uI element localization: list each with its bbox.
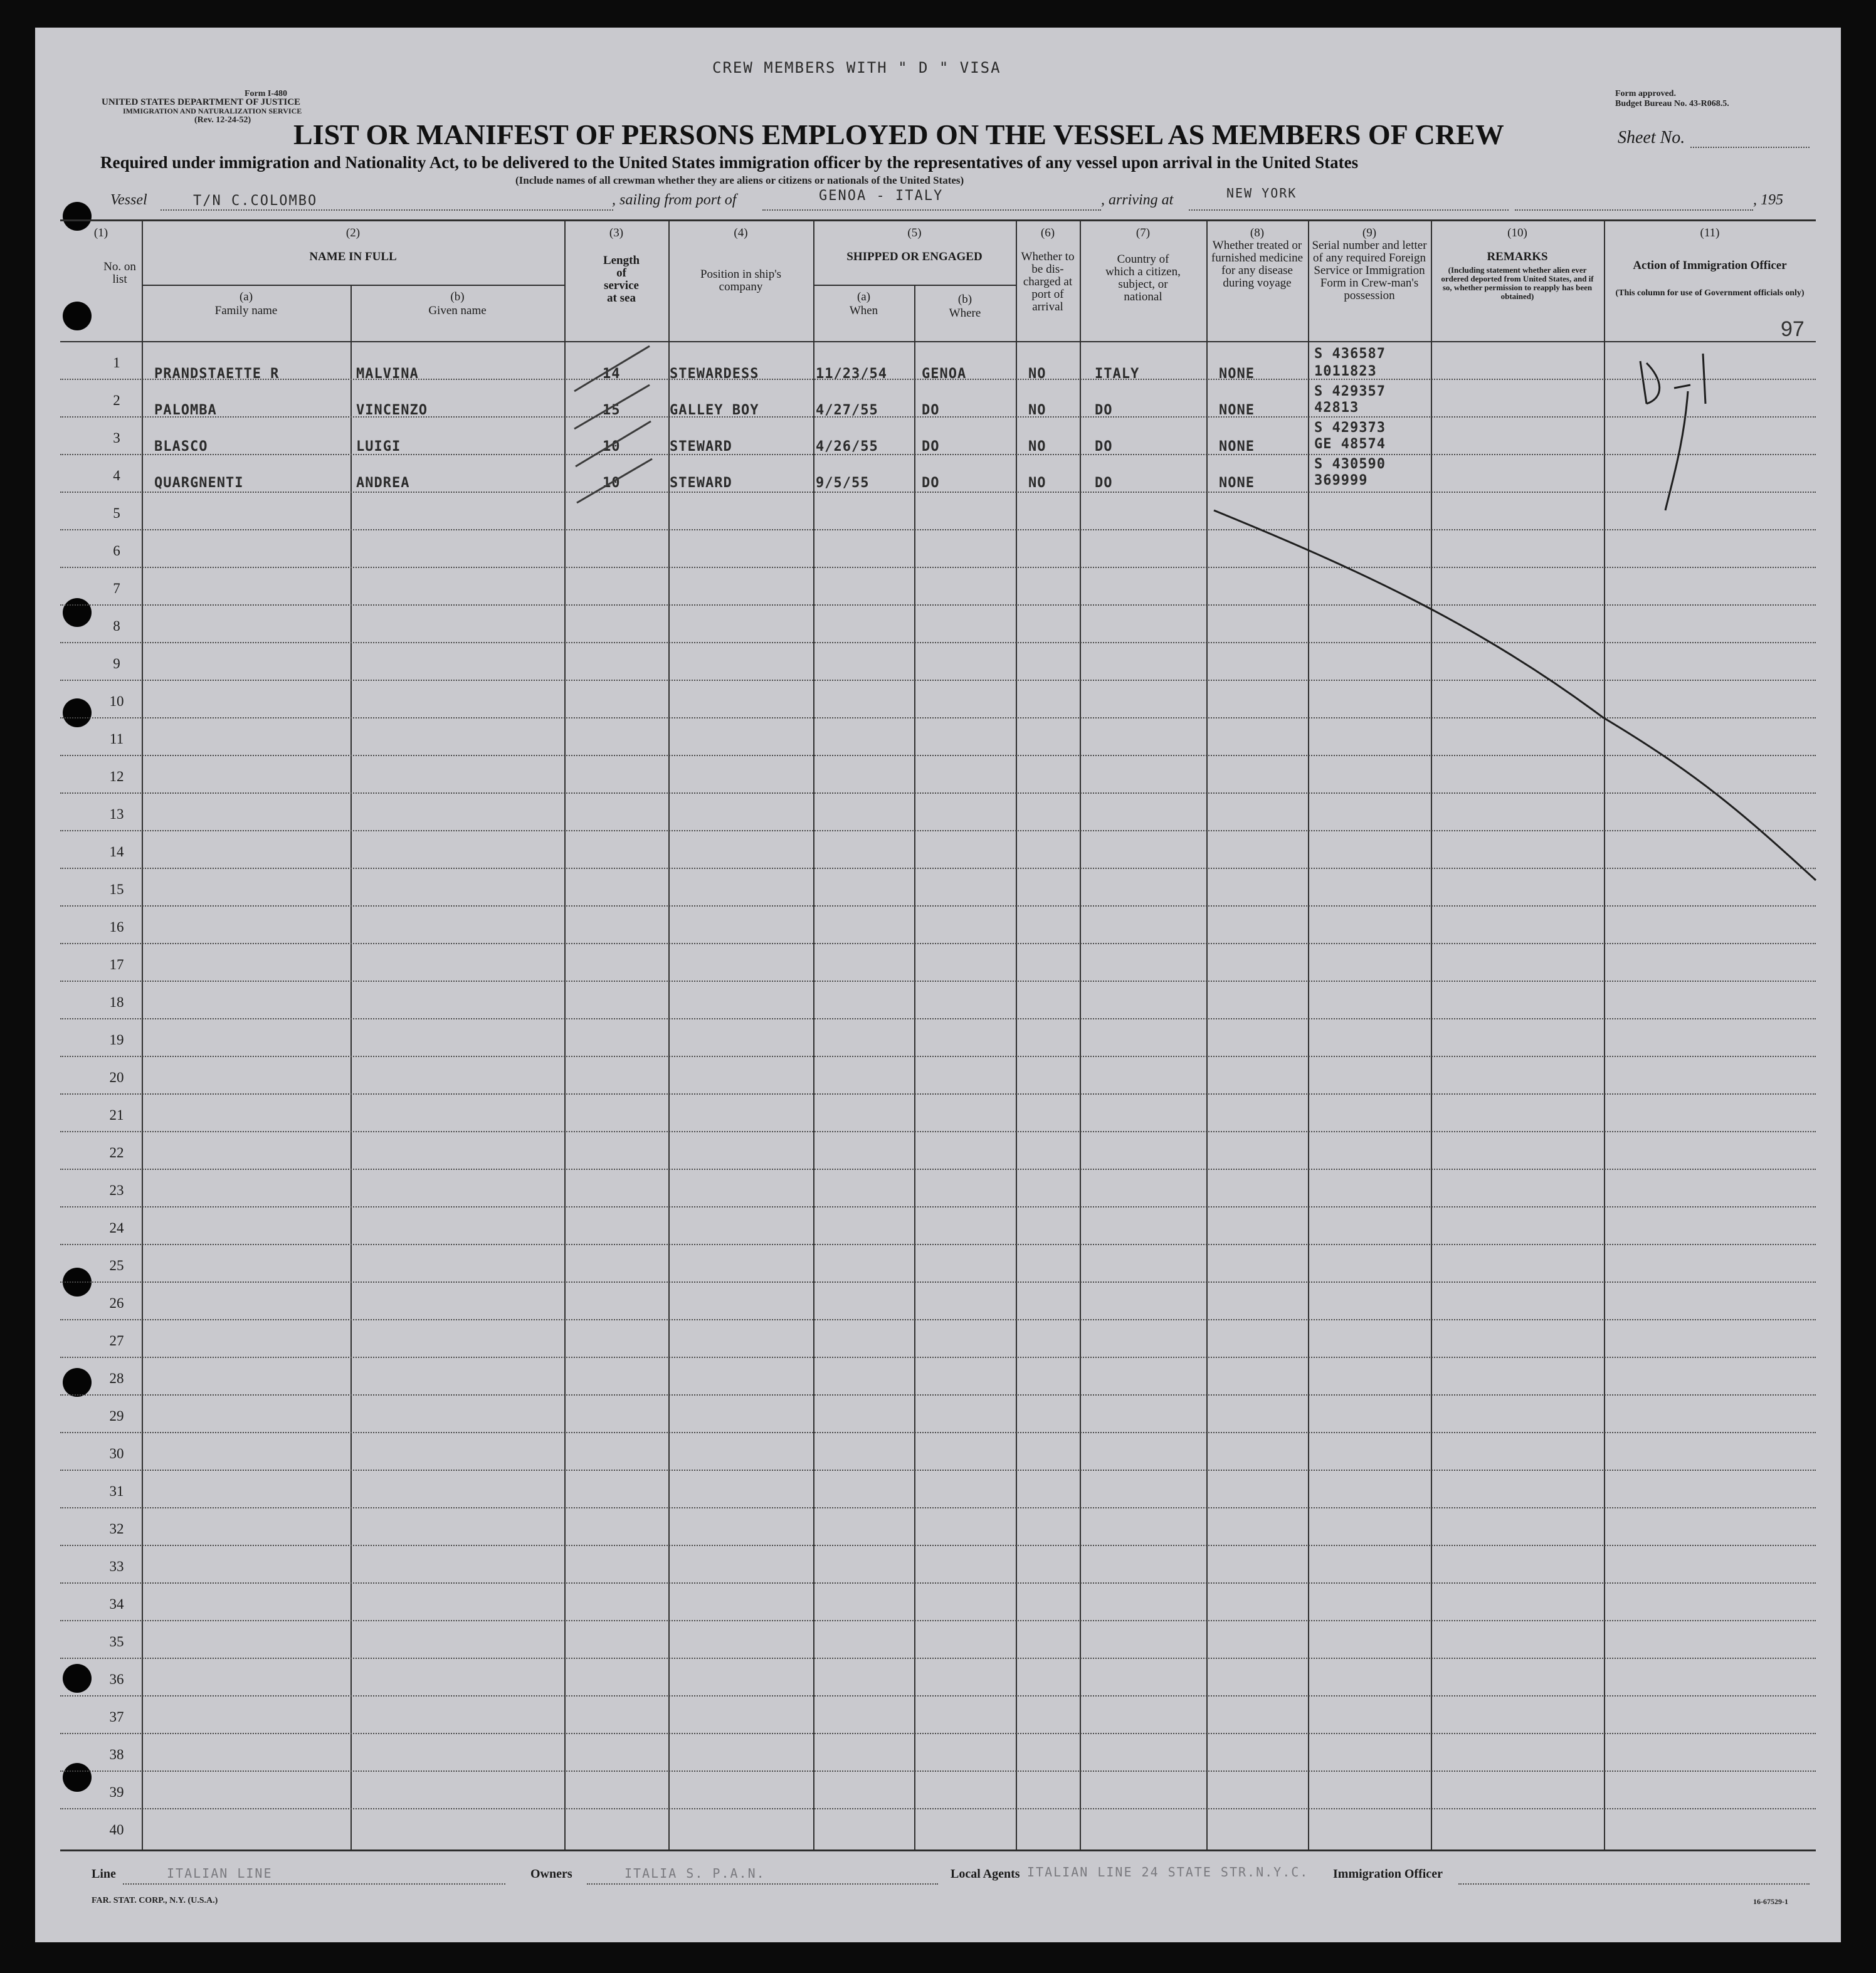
department-name: UNITED STATES DEPARTMENT OF JUSTICE — [102, 97, 301, 107]
print-code: 16-67529-1 — [1753, 1897, 1788, 1906]
row-number: 17 — [109, 957, 124, 972]
row-number: 3 — [113, 430, 120, 446]
family-name: PALOMBA — [154, 402, 217, 418]
col11-note: (This column for use of Government officials only) — [1615, 288, 1805, 298]
discharged: NO — [1028, 475, 1046, 491]
printer-credit: FAR. STAT. CORP., N.Y. (U.S.A.) — [92, 1896, 218, 1905]
row-number: 39 — [109, 1784, 124, 1800]
col5-header: SHIPPED OR ENGAGED — [846, 250, 983, 263]
instruction-note: (Include names of all crewman whether they are aliens or citizens or nationals of the United States) — [515, 174, 964, 186]
sailing-value: GENOA - ITALY — [819, 188, 944, 204]
col2a-letter: (a) — [239, 290, 253, 303]
country: DO — [1095, 402, 1113, 418]
medicine: NONE — [1219, 475, 1255, 491]
shipped-when: 4/26/55 — [816, 439, 878, 455]
shipped-where: DO — [922, 402, 940, 418]
col10-note: (Including statement whether alien ever ordered deported from United States, and if so, whether permission to reapply has been obtained) — [1441, 265, 1594, 301]
footer-line-fill — [123, 1883, 505, 1885]
row-number: 5 — [113, 505, 120, 521]
col7-header: Country of which a citizen, subject, or national — [1105, 253, 1181, 303]
serial-line-1: S 429357 — [1314, 384, 1386, 399]
footer-line-value: ITALIAN LINE — [167, 1866, 273, 1881]
shipped-when: 9/5/55 — [816, 475, 870, 491]
col3-header: Length of service at sea — [603, 254, 640, 305]
row-number: 14 — [109, 844, 124, 860]
serial-line-2: 369999 — [1314, 473, 1368, 488]
col5b-header: Where — [949, 307, 981, 320]
serial-line-2: 1011823 — [1314, 364, 1377, 379]
col2-number: (2) — [345, 226, 361, 239]
row-number: 16 — [109, 919, 124, 935]
row-number: 4 — [113, 468, 120, 483]
footer-owners-label: Owners — [530, 1867, 572, 1881]
length-of-service: 15 — [603, 402, 621, 418]
country: ITALY — [1095, 366, 1140, 382]
family-name: PRANDSTAETTE R — [154, 366, 280, 382]
row-number: 7 — [113, 581, 120, 596]
row-number: 10 — [109, 693, 124, 709]
col9-header: Serial number and letter of any required Foreign Service or Immigration Form in Crew-man's possession — [1312, 239, 1427, 302]
row-number: 29 — [109, 1408, 124, 1424]
serial-line-1: S 430590 — [1314, 456, 1386, 472]
arriving-label: , arriving at — [1101, 192, 1174, 208]
col2-header: NAME IN FULL — [309, 250, 397, 263]
col10-number: (10) — [1507, 226, 1527, 239]
crew-visa-stamp: CREW MEMBERS WITH " D " VISA — [712, 59, 1001, 76]
given-name: VINCENZO — [356, 402, 428, 418]
col5a-header: When — [849, 304, 878, 317]
length-of-service: 14 — [603, 366, 621, 382]
shipped-where: GENOA — [922, 366, 967, 382]
sheet-no-label: Sheet No. — [1618, 128, 1685, 147]
row-number: 38 — [109, 1747, 124, 1762]
manifest-page — [35, 28, 1841, 1942]
arriving-value: NEW YORK — [1226, 186, 1297, 201]
row-number: 19 — [109, 1032, 124, 1048]
footer-owners-fill — [587, 1883, 938, 1885]
family-name: QUARGNENTI — [154, 475, 244, 491]
col4-number: (4) — [734, 226, 748, 239]
row-number: 33 — [109, 1559, 124, 1574]
row-number: 1 — [113, 355, 120, 371]
row-number: 28 — [109, 1371, 124, 1386]
col1-header: No. on list — [103, 260, 136, 286]
col7-number: (7) — [1136, 226, 1151, 239]
row-number: 11 — [109, 731, 124, 747]
col5a-letter: (a) — [856, 290, 871, 303]
medicine: NONE — [1219, 439, 1255, 455]
row-number: 26 — [109, 1295, 124, 1311]
form-revision: (Rev. 12-24-52) — [194, 115, 251, 125]
handwritten-marks — [35, 28, 1841, 1942]
length-of-service: 10 — [603, 475, 621, 491]
shipped-when: 11/23/54 — [816, 366, 887, 382]
vessel-value: T/N C.COLOMBO — [193, 193, 318, 209]
given-name: ANDREA — [356, 475, 410, 491]
serial-line-1: S 436587 — [1314, 346, 1386, 362]
col2b-header: Given name — [428, 304, 487, 317]
footer-agents-label: Local Agents — [951, 1867, 1020, 1881]
length-of-service: 10 — [603, 439, 621, 455]
serial-line-2: 42813 — [1314, 400, 1359, 416]
col1-number: (1) — [93, 226, 108, 239]
row-number: 15 — [109, 881, 124, 897]
col11-number: (11) — [1700, 226, 1720, 239]
position: GALLEY BOY — [670, 402, 759, 418]
row-number: 35 — [109, 1634, 124, 1649]
col9-number: (9) — [1362, 226, 1377, 239]
row-number: 36 — [109, 1671, 124, 1687]
serial-line-2: GE 48574 — [1314, 436, 1386, 452]
footer-agents-value: ITALIAN LINE 24 STATE STR.N.Y.C. — [1027, 1865, 1309, 1880]
row-number: 23 — [109, 1182, 124, 1198]
row-number: 6 — [113, 543, 120, 559]
serial-line-1: S 429373 — [1314, 420, 1386, 436]
row-number: 8 — [113, 618, 120, 634]
position: STEWARDESS — [670, 366, 759, 382]
medicine: NONE — [1219, 402, 1255, 418]
footer-line-label: Line — [92, 1867, 116, 1881]
col5b-letter: (b) — [957, 293, 972, 306]
col8-header: Whether treated or furnished medicine for any disease during voyage — [1211, 239, 1304, 290]
form-approved: Form approved. — [1615, 89, 1676, 98]
shipped-when: 4/27/55 — [816, 402, 878, 418]
country: DO — [1095, 439, 1113, 455]
medicine: NONE — [1219, 366, 1255, 382]
col5-number: (5) — [907, 226, 922, 239]
row-number: 22 — [109, 1145, 124, 1160]
page-subtitle: Required under immigration and Nationality Act, to be delivered to the United States immigration officer by the representatives of any vessel upon arrival in the United States — [100, 153, 1359, 172]
year-label: , 195 — [1753, 192, 1783, 208]
col2a-header: Family name — [214, 304, 278, 317]
row-number: 21 — [109, 1107, 124, 1123]
col6-header: Whether to be dis-charged at port of arrival — [1021, 250, 1075, 313]
row-number: 25 — [109, 1258, 124, 1273]
discharged: NO — [1028, 366, 1046, 382]
col6-number: (6) — [1040, 226, 1055, 239]
col10-header: REMARKS — [1487, 250, 1548, 263]
margin-note: 97 — [1781, 317, 1805, 341]
col8-number: (8) — [1250, 226, 1265, 239]
given-name: MALVINA — [356, 366, 419, 382]
col11-header: Action of Immigration Officer — [1633, 259, 1787, 272]
col3-number: (3) — [609, 226, 624, 239]
footer-officer-label: Immigration Officer — [1333, 1867, 1443, 1881]
vessel-label: Vessel — [110, 192, 147, 208]
row-number: 12 — [109, 769, 124, 784]
row-number: 31 — [109, 1483, 124, 1499]
row-number: 20 — [109, 1070, 124, 1085]
row-number: 32 — [109, 1521, 124, 1537]
discharged: NO — [1028, 402, 1046, 418]
footer-officer-fill — [1458, 1883, 1810, 1885]
col4-header: Position in ship's company — [700, 268, 782, 293]
col2b-letter: (b) — [450, 290, 465, 303]
shipped-where: DO — [922, 439, 940, 455]
row-number: 13 — [109, 806, 124, 822]
given-name: LUIGI — [356, 439, 401, 455]
budget-bureau: Budget Bureau No. 43-R068.5. — [1615, 99, 1729, 108]
row-number: 27 — [109, 1333, 124, 1349]
row-number: 37 — [109, 1709, 124, 1725]
family-name: BLASCO — [154, 439, 208, 455]
form-number: Form I-480 — [245, 89, 288, 98]
discharged: NO — [1028, 439, 1046, 455]
position: STEWARD — [670, 439, 732, 455]
row-number: 2 — [113, 392, 120, 408]
row-number: 34 — [109, 1596, 124, 1612]
footer-owners-value: ITALIA S. P.A.N. — [624, 1866, 766, 1881]
row-number: 9 — [113, 656, 120, 671]
row-number: 18 — [109, 994, 124, 1010]
row-number: 40 — [109, 1822, 124, 1838]
service-name: IMMIGRATION AND NATURALIZATION SERVICE — [123, 107, 302, 115]
sailing-label: , sailing from port of — [612, 192, 737, 208]
row-number: 24 — [109, 1220, 124, 1236]
country: DO — [1095, 475, 1113, 491]
shipped-where: DO — [922, 475, 940, 491]
position: STEWARD — [670, 475, 732, 491]
page-title: LIST OR MANIFEST OF PERSONS EMPLOYED ON THE VESSEL AS MEMBERS OF CREW — [293, 118, 1504, 150]
row-number: 30 — [109, 1446, 124, 1461]
